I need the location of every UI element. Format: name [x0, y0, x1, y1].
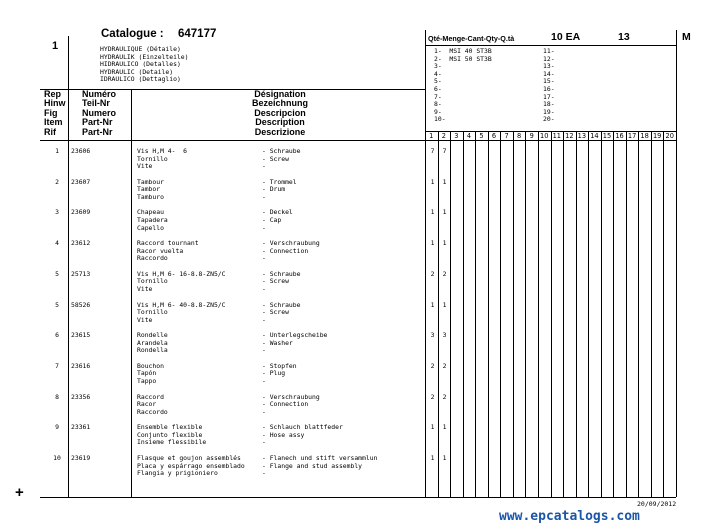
row-description-translation: - Verschraubung - Connection -	[262, 239, 320, 263]
qty-column-number: 3	[454, 132, 459, 140]
row-description-translation: - Verschraubung - Connection -	[262, 392, 320, 416]
row-qty-model-2: 2	[442, 392, 447, 401]
row-qty-model-1: 3	[430, 331, 435, 340]
table-row	[0, 302, 712, 333]
row-ref: 8	[55, 392, 59, 401]
column-header-line: Description	[255, 117, 305, 128]
row-description: Vis H,M 6- 40-8.8-ZN5/C Tornillo Vite	[137, 300, 226, 324]
row-description: Vis H,M 4- 6 Tornillo Vite	[137, 147, 188, 171]
row-qty-model-1: 1	[430, 177, 435, 186]
table-row	[0, 209, 712, 240]
qty-value: 10 EA	[551, 31, 581, 43]
column-header-line: Hinw	[44, 98, 66, 109]
row-description-translation: - Flanech und stift versammlun - Flange and stud assembly -	[262, 454, 378, 478]
row-description: Rondelle Arandela Rondella	[137, 331, 168, 355]
row-qty-model-2: 3	[442, 331, 447, 340]
row-qty-model-2: 7	[442, 147, 447, 155]
row-description-translation: - Schraube - Screw -	[262, 300, 301, 324]
column-header-line: Teil-Nr	[82, 98, 110, 109]
column-header-line: Numero	[82, 107, 117, 118]
row-description: Raccord tournant Racor vuelta Raccordo	[137, 239, 199, 263]
row-part-number: 23616	[71, 361, 91, 370]
row-ref: 6	[55, 331, 59, 340]
qty-column-number: 7	[504, 132, 509, 140]
qty-column-number: 13	[577, 132, 587, 140]
qty-column-number: 15	[602, 132, 612, 140]
row-qty-model-2: 1	[442, 423, 447, 432]
row-description: Tambour Tambor Tamburo	[137, 177, 164, 201]
row-ref: 2	[55, 177, 59, 186]
row-description-translation: - Schlauch blattfeder - Hose assy -	[262, 423, 343, 447]
page-number: 1	[52, 40, 59, 52]
row-qty-model-2: 1	[442, 177, 447, 186]
row-part-number: 23606	[71, 147, 91, 155]
qty-column-number: 14	[590, 132, 599, 140]
column-header-ref	[44, 90, 66, 137]
qty-column-number: 16	[615, 132, 624, 140]
row-description-translation: - Schraube - Screw -	[262, 269, 301, 293]
qty-column-number: 4	[466, 132, 472, 140]
column-header-line: Fig	[44, 107, 58, 118]
footer-rule	[40, 497, 676, 498]
row-qty-model-1: 1	[430, 454, 435, 462]
row-qty-model-2: 2	[442, 361, 447, 370]
qty-column-number: 5	[479, 132, 484, 140]
row-part-number: 23612	[71, 239, 91, 248]
column-header-line: Rep	[44, 89, 62, 99]
row-part-number: 58526	[71, 300, 91, 309]
row-description-translation: - Stopfen - Plug -	[262, 361, 297, 386]
row-ref: 9	[55, 423, 59, 432]
qty-column-number: 10	[540, 132, 549, 140]
row-qty-model-1: 2	[430, 361, 435, 370]
row-description: Bouchon Tapón Tappo	[137, 361, 164, 386]
qty-column-number: 11	[552, 132, 561, 140]
column-header-line: Numéro	[82, 89, 117, 99]
column-header-line: Descripcion	[254, 107, 306, 118]
row-description: Ensemble flexible Conjunto flexible Insieme flessibile	[137, 423, 207, 447]
row-description: Raccord Racor Raccordo	[137, 392, 168, 416]
row-part-number: 23609	[71, 208, 91, 217]
table-row	[0, 179, 712, 210]
qty-column-number: 9	[529, 132, 534, 140]
qty-column-number: 19	[652, 132, 662, 140]
column-header-line: Part-Nr	[82, 126, 113, 137]
table-row	[0, 424, 712, 455]
qty-column-number: 12	[565, 132, 574, 140]
table-row	[0, 332, 712, 363]
row-ref: 5	[55, 300, 59, 309]
row-ref: 10	[53, 454, 61, 462]
column-header-line: Item	[44, 117, 63, 128]
qty-column-number: 20	[665, 132, 674, 140]
table-row	[0, 148, 712, 179]
qty-column-number: 17	[627, 132, 637, 140]
row-ref: 5	[55, 269, 59, 278]
column-header-line: Désignation	[254, 89, 306, 99]
row-qty-model-1: 1	[430, 208, 435, 217]
row-description-translation: - Schraube - Screw -	[262, 147, 301, 171]
column-header-description	[210, 90, 350, 137]
row-part-number: 23615	[71, 331, 91, 340]
qty-column-number: 2	[441, 132, 446, 140]
row-qty-model-1: 2	[430, 392, 435, 401]
qty-column-number: 8	[517, 132, 522, 140]
column-header-line: Bezeichnung	[251, 98, 308, 109]
row-qty-model-2: 1	[442, 454, 447, 462]
qty-column-number: 1	[429, 132, 434, 140]
row-ref: 3	[55, 208, 59, 217]
row-qty-model-1: 2	[430, 269, 435, 278]
row-qty-model-1: 7	[430, 147, 435, 155]
row-part-number: 25713	[71, 269, 91, 278]
print-date: 20/09/2012	[637, 500, 677, 508]
catalogue-number: 647177	[178, 28, 217, 40]
row-ref: 1	[55, 147, 59, 155]
table-row	[0, 455, 712, 486]
row-description-translation: - Trommel - Drum -	[262, 177, 297, 201]
column-header-line: Rif	[44, 126, 56, 137]
watermark: www.epcatalogs.com	[499, 509, 640, 524]
column-header-line: Descrizione	[254, 126, 306, 137]
table-row	[0, 271, 712, 302]
row-qty-model-2: 1	[442, 300, 447, 309]
table-row	[0, 363, 712, 394]
row-description: Chapeau Tapadera Capello	[137, 208, 168, 232]
table-row	[0, 394, 712, 425]
row-qty-model-2: 1	[442, 239, 447, 248]
row-qty-model-2: 2	[442, 269, 447, 278]
sheet-number: 13	[618, 31, 630, 43]
column-header-line: Part-Nr	[82, 117, 113, 128]
row-part-number: 23619	[71, 454, 91, 462]
qty-column-number: 18	[640, 132, 649, 140]
row-qty-model-2: 1	[442, 208, 447, 217]
row-qty-model-1: 1	[430, 300, 435, 309]
row-qty-model-1: 1	[430, 423, 435, 432]
catalogue-label: Catalogue :	[101, 28, 164, 40]
qty-column-number: 6	[491, 132, 497, 140]
row-description: Flasque et goujon assemblés Placa y espárrago ensemblado Flangia y prigioniero	[137, 454, 245, 478]
row-ref: 4	[55, 239, 59, 248]
qty-header-rule	[425, 45, 676, 46]
row-part-number: 23361	[71, 423, 91, 432]
column-header-part	[82, 90, 116, 137]
section-titles: HYDRAULIQUE (Détaile) HYDRAULIK (Einzelteile) HIDRAULICO (Detalles) HYDRAULIC (Detaile) IDRAULICO (Dettaglio)	[100, 45, 189, 84]
row-part-number: 23356	[71, 392, 91, 401]
model-list-left: 1- MSI 40 ST3B 2- MSI 50 ST3B 3- 4- 5- 6- 7- 8- 9- 10-	[434, 47, 492, 124]
row-qty-model-1: 1	[430, 239, 435, 248]
row-description-translation: - Deckel - Cap -	[262, 208, 293, 232]
row-description: Vis H,M 6- 16-8.8-ZN5/C Tornillo Vite	[137, 269, 226, 293]
plus-mark: +	[15, 484, 24, 501]
table-row	[0, 240, 712, 271]
qty-label: Qté-Menge-Cant-Qty-Q.tà	[428, 34, 515, 43]
corner-letter: M	[682, 31, 691, 43]
row-ref: 7	[55, 361, 59, 370]
row-part-number: 23607	[71, 177, 91, 186]
model-list-right: 11- 12- 13- 14- 15- 16- 17- 18- 19- 20-	[543, 47, 555, 124]
row-description-translation: - Unterlegscheibe - Washer -	[262, 331, 328, 355]
